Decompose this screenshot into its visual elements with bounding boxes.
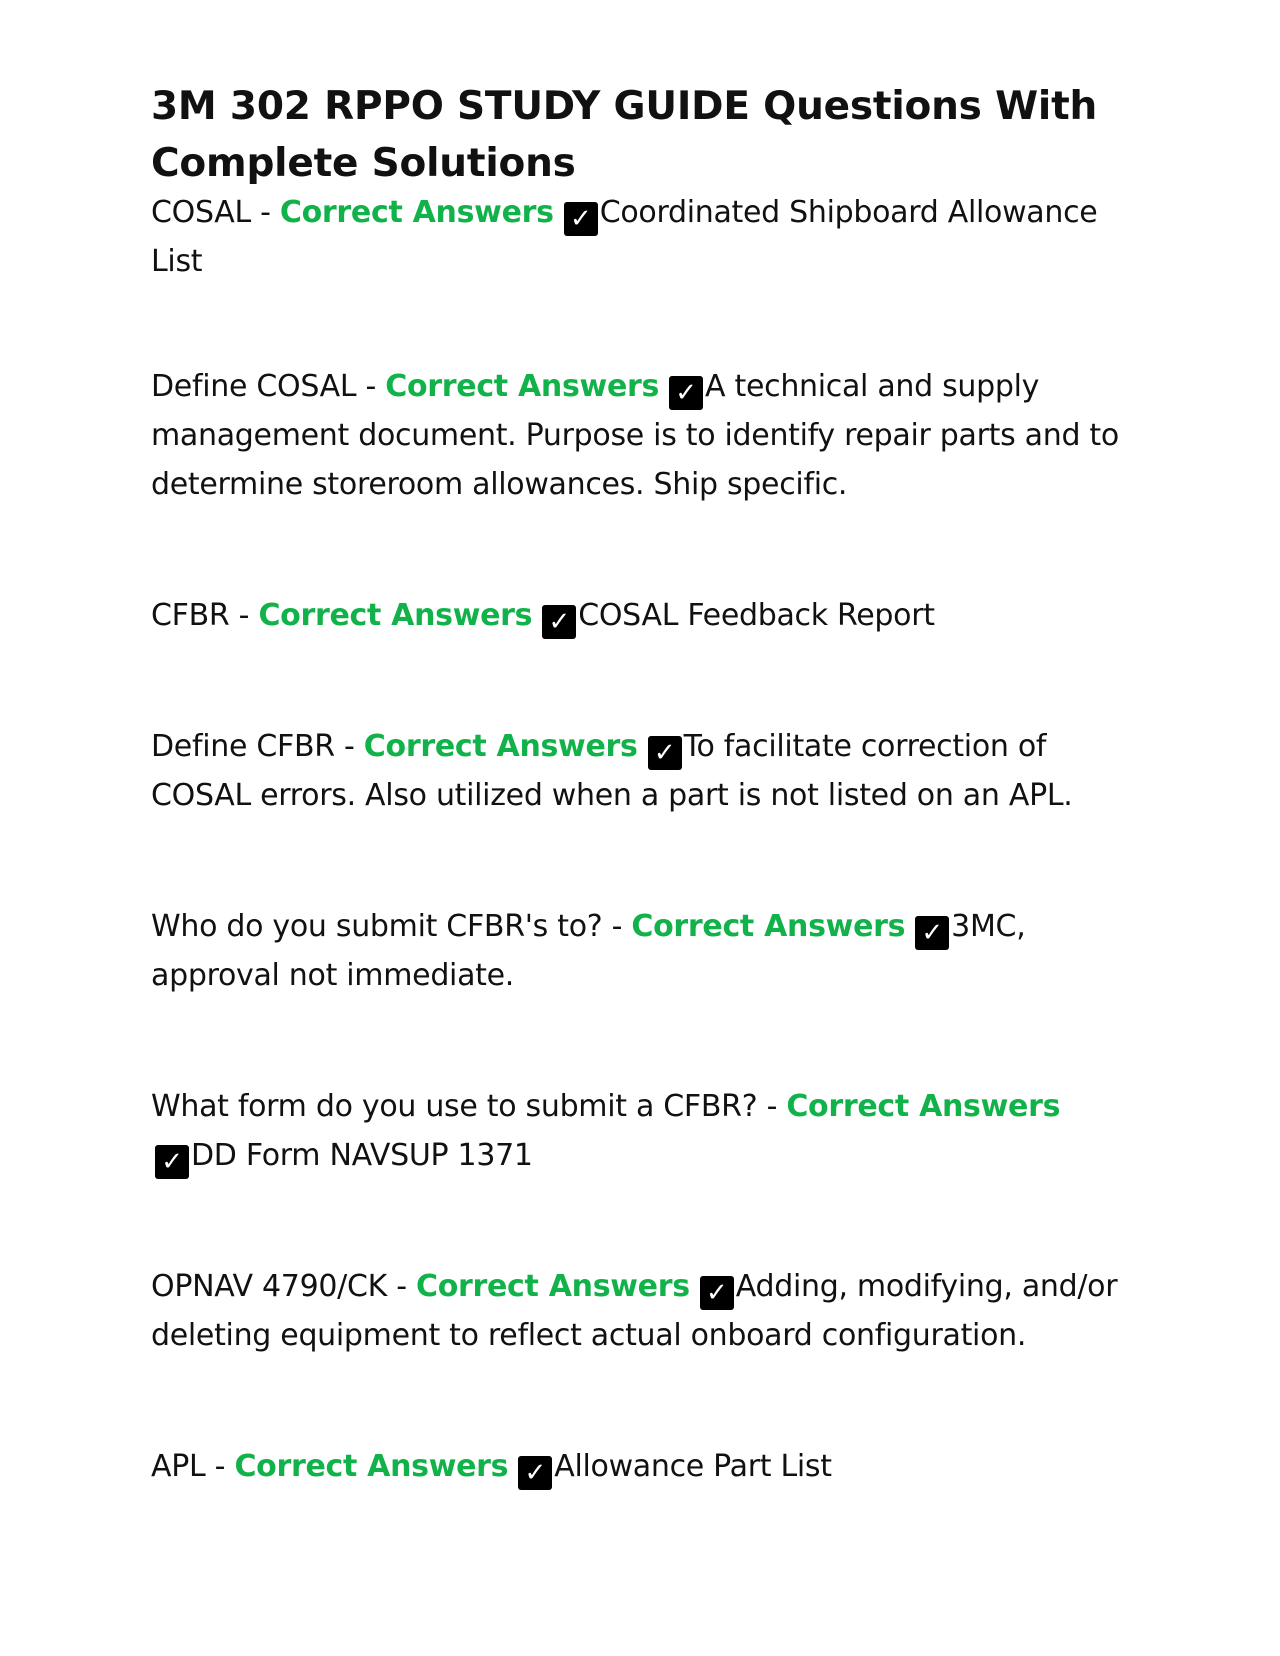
document-title: 3M 302 RPPO STUDY GUIDE Questions With Complete Solutions <box>151 84 1098 186</box>
question-text: CFBR <box>151 598 230 633</box>
separator: - <box>356 369 386 404</box>
correct-answers-label: Correct Answers <box>363 729 638 764</box>
qa-item-define-cosal <box>151 362 1131 509</box>
correct-answers-label: Correct Answers <box>279 195 554 230</box>
answer-text: To facilitate correction of COSAL errors. Also utilized when a part is not listed on an APL. <box>151 729 1073 813</box>
question-text: Define COSAL <box>151 369 357 404</box>
separator: - <box>205 1449 235 1484</box>
answer-text: A technical and supply management document. Purpose is to identify repair parts and to determine storeroom allowances. Ship specific. <box>151 369 1119 502</box>
qa-item-define-cfbr <box>151 722 1131 820</box>
document-page <box>151 78 1131 1573</box>
correct-answers-label: Correct Answers <box>258 598 533 633</box>
answer-text: Adding, modifying, and/or deleting equipment to reflect actual onboard configuration. <box>151 1269 1118 1353</box>
question-text: APL <box>151 1449 206 1484</box>
answer-text: Coordinated Shipboard Allowance List <box>151 195 1098 279</box>
qa-item-cfbr <box>151 591 1131 640</box>
checkmark-icon: ✓ <box>155 1145 189 1179</box>
checkmark-icon: ✓ <box>542 605 576 639</box>
question-text: Define CFBR <box>151 729 335 764</box>
correct-answers-label: Correct Answers <box>234 1449 509 1484</box>
answer-text: Allowance Part List <box>554 1449 832 1484</box>
checkmark-icon: ✓ <box>915 916 949 950</box>
qa-item-cosal <box>151 188 1131 286</box>
qa-item-apl <box>151 1442 1131 1491</box>
separator: - <box>386 1269 416 1304</box>
question-text: What form do you use to submit a CFBR? <box>151 1089 758 1124</box>
separator: - <box>334 729 364 764</box>
checkmark-icon: ✓ <box>648 736 682 770</box>
answer-text: 3MC, approval not immediate. <box>151 909 1026 993</box>
checkmark-icon: ✓ <box>669 376 703 410</box>
correct-answers-label: Correct Answers <box>786 1089 1061 1124</box>
correct-answers-label: Correct Answers <box>385 369 660 404</box>
question-text: Who do you submit CFBR's to? <box>151 909 603 944</box>
checkmark-icon: ✓ <box>518 1456 552 1490</box>
answer-text: COSAL Feedback Report <box>578 598 935 633</box>
separator: - <box>250 195 280 230</box>
checkmark-icon: ✓ <box>700 1276 734 1310</box>
qa-item-cfbr-form <box>151 1082 1131 1180</box>
separator: - <box>757 1089 787 1124</box>
question-text: COSAL <box>151 195 251 230</box>
separator: - <box>229 598 259 633</box>
answer-text: DD Form NAVSUP 1371 <box>191 1138 533 1173</box>
correct-answers-label: Correct Answers <box>631 909 906 944</box>
qa-item-opnav-4790-ck <box>151 1262 1131 1360</box>
qa-item-submit-cfbr-to <box>151 902 1131 1000</box>
separator: - <box>602 909 632 944</box>
question-text: OPNAV 4790/CK <box>151 1269 387 1304</box>
correct-answers-label: Correct Answers <box>415 1269 690 1304</box>
checkmark-icon: ✓ <box>564 202 598 236</box>
